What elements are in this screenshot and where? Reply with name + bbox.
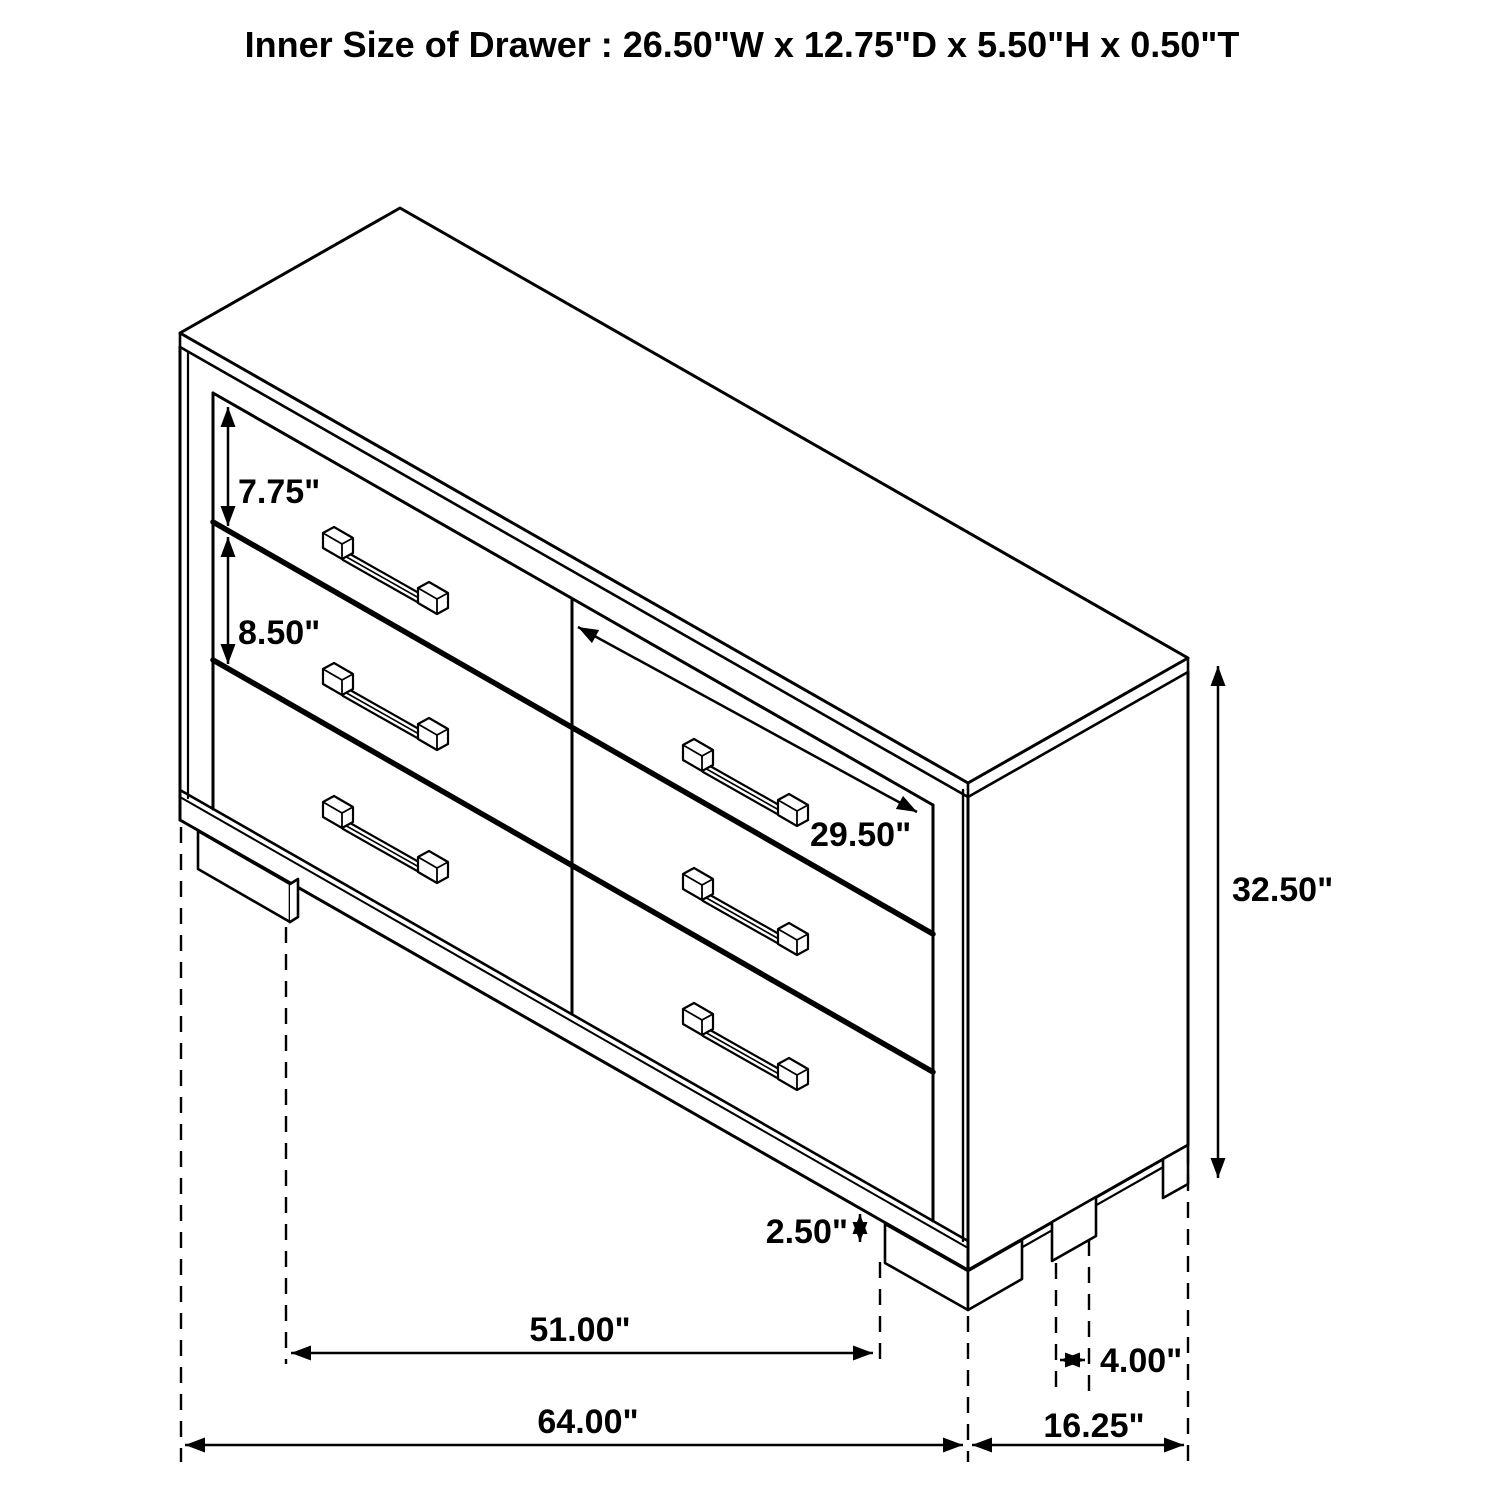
top-panel	[180, 208, 1188, 797]
diagram-title: Inner Size of Drawer : 26.50"W x 12.75"D x 5.50"H x 0.50"T	[244, 24, 1240, 65]
extension-lines	[181, 827, 1188, 1466]
front-right-leg-side	[968, 1240, 1022, 1310]
bottom-rail-top-edge	[180, 790, 968, 1241]
handle-right-top	[683, 739, 808, 826]
handle-left-top	[323, 527, 448, 614]
handle-left-middle	[323, 663, 448, 750]
dim-label-front-leg-spacing: 51.00"	[529, 1311, 631, 1349]
front-left-leg-side	[290, 879, 298, 922]
dim-label-foot-height: 2.50"	[765, 1213, 848, 1251]
dim-label-overall-depth: 16.25"	[1043, 1407, 1145, 1445]
handle-right-bottom	[683, 1003, 808, 1090]
front-right-leg	[885, 1224, 968, 1310]
back-corner-leg	[1163, 1145, 1188, 1198]
dim-label-overall-width: 64.00"	[537, 1403, 639, 1441]
handle-left-bottom	[323, 796, 448, 883]
dim-label-top-drawer-height: 7.75"	[238, 473, 321, 511]
dim-label-back-leg-width: 4.00"	[1100, 1342, 1183, 1380]
dim-label-overall-height: 32.50"	[1232, 871, 1334, 909]
dim-label-middle-drawer-height: 8.50"	[238, 614, 321, 652]
dim-label-right-opening-width: 29.50"	[810, 816, 912, 854]
top-face	[180, 208, 1188, 783]
